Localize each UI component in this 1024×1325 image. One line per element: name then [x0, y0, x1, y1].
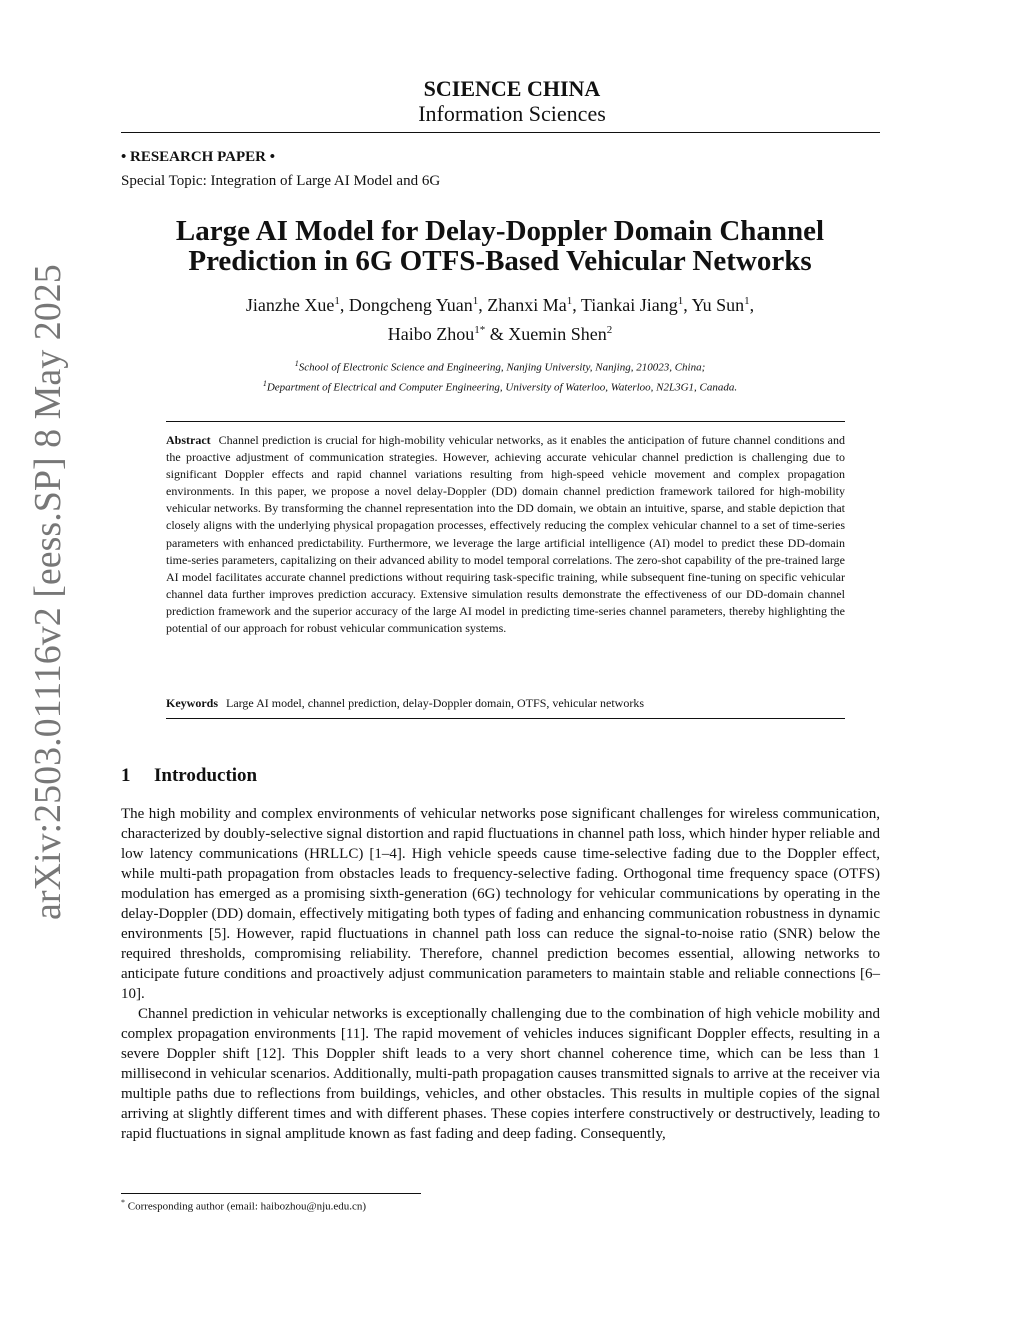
author: Dongcheng Yuan$^1$, [348, 295, 488, 315]
abstract-rule-bottom [166, 718, 845, 719]
paragraph: The high mobility and complex environments of vehicular networks pose significant challenges for wireless communication, characterized by doubly-selective signal distortion and rapid fluctuations in channel path loss, which hinder hyper reliable and low latency communications (HRLLC) [1–4]. High vehicle speeds cause time-selective fading due to the Doppler effect, while multi-path propagation from obstacles leads to frequency-selective fading. Orthogonal time frequency space (OTFS) modulation has emerged as a promising sixth-generation (6G) technology for vehicular communications by operating in the delay-Doppler (DD) domain, effectively mitigating both types of fading and enhancing communication robustness in dynamic environments [5]. However, rapid fluctuations in channel path loss can reduce the signal-to-noise ratio (SNR) below the required thresholds, compromising reliability. Therefore, channel prediction becomes essential, allowing networks to anticipate future conditions and proactively adjust communication parameters to maintain stable and reliable connections [6–10]. [121, 806, 880, 1002]
author: Yu Sun$^1$, [691, 295, 755, 315]
footnote-text: Corresponding author (email: haibozhou@nju.edu.cn) [127, 1200, 367, 1213]
paper-title [100, 216, 900, 276]
abstract-label: Abstract [166, 433, 211, 447]
author: Tiankai Jiang$^1$, [580, 295, 692, 315]
header-rule [121, 132, 880, 133]
footnote [121, 1198, 366, 1213]
section-heading [121, 765, 257, 787]
author: Zhanxi Ma$^1$, [487, 295, 581, 315]
paragraph: Channel prediction in vehicular networks is exceptionally challenging due to the combination of high vehicle mobility and complex propagation environments [11]. The rapid movement of vehicles induces significant Doppler effects, resulting in a severe Doppler shift [12]. This Doppler shift leads to a very short channel coherence time, which can be less than 1 millisecond in vehicular scenarios. Additionally, multi-path propagation causes transmitted signals to arrive at the receiver via multiple paths due to reflections from buildings, vehicles, and other obstacles. This results in multiple copies of the signal arriving at slightly different times and with different phases. These copies interfere constructively or destructively, leading to rapid fluctuations in signal amplitude known as fast fading and deep fading. Consequently, [121, 1006, 880, 1142]
keywords [166, 696, 845, 711]
journal-subtitle: Information Sciences [418, 101, 606, 126]
keywords-text: Large AI model, channel prediction, delay-Doppler domain, OTFS, vehicular networks [226, 696, 644, 710]
author-list [140, 289, 860, 347]
author: Xuemin Shen$^2$ [508, 324, 613, 344]
footnote-mark: * [121, 1198, 125, 1207]
title-line-2: Prediction in 6G OTFS-Based Vehicular Networks [188, 245, 812, 277]
body-text [121, 804, 880, 1144]
journal-header [0, 76, 1024, 127]
footnote-rule [121, 1193, 421, 1194]
paper-type: • RESEARCH PAPER • [121, 149, 275, 165]
special-topic: Special Topic: Integration of Large AI Model and 6G [121, 173, 441, 189]
affiliation: $^1$School of Electronic Science and Engineering, Nanjing University, Nanjing, 210023, China; [294, 359, 706, 374]
keywords-label: Keywords [166, 696, 218, 710]
abstract-text: Channel prediction is crucial for high-mobility vehicular networks, as it enables the anticipation of future channel conditions and the proactive adjustment of communication strategies. However, achieving accurate vehicular channel prediction is challenging due to significant Doppler effects and rapid channel variations resulting from high-speed vehicle movement and complex propagation environments. In this paper, we propose a novel delay-Doppler (DD) domain channel prediction framework tailored for high-mobility vehicular networks. By transforming the channel representation into the DD domain, we obtain an intuitive, sparse, and stable depiction that closely aligns with the underlying physical propagation processes, effectively reducing the complex vehicular channel to a set of time-series parameters with enhanced predictability. Furthermore, we leverage the large artificial intelligence (AI) model to predict these DD-domain time-series parameters, capitalizing on their advanced ability to model temporal correlations. The zero-shot capability of the pre-trained large AI model facilitates accurate channel predictions without requiring task-specific training, while subsequent fine-tuning on specific vehicular channel data further improves prediction accuracy. Extensive simulation results demonstrate the effectiveness of our DD-domain channel prediction framework and the superior accuracy of the large AI model in predicting time-series channel parameters, thereby highlighting the potential of our approach for robust vehicular communication systems. [166, 433, 845, 636]
affiliation: $^1$Department of Electrical and Computer Engineering, University of Waterloo, Waterloo, N2L3G1, Canada. [262, 378, 738, 394]
journal-name: SCIENCE CHINA [423, 76, 601, 101]
arxiv-identifier-stamp: arXiv:2503.01116v2 [eess.SP] 8 May 2025 [27, 264, 69, 920]
affiliations [100, 356, 900, 395]
author: Jianzhe Xue$^1$, [245, 295, 349, 315]
author: Haibo Zhou$^{1*}$ & [387, 324, 509, 344]
abstract-rule-top [166, 421, 845, 422]
title-line-1: Large AI Model for Delay-Doppler Domain Channel [175, 215, 825, 247]
abstract [166, 432, 845, 637]
section-title: Introduction [154, 765, 258, 786]
section-number: 1 [121, 765, 131, 786]
